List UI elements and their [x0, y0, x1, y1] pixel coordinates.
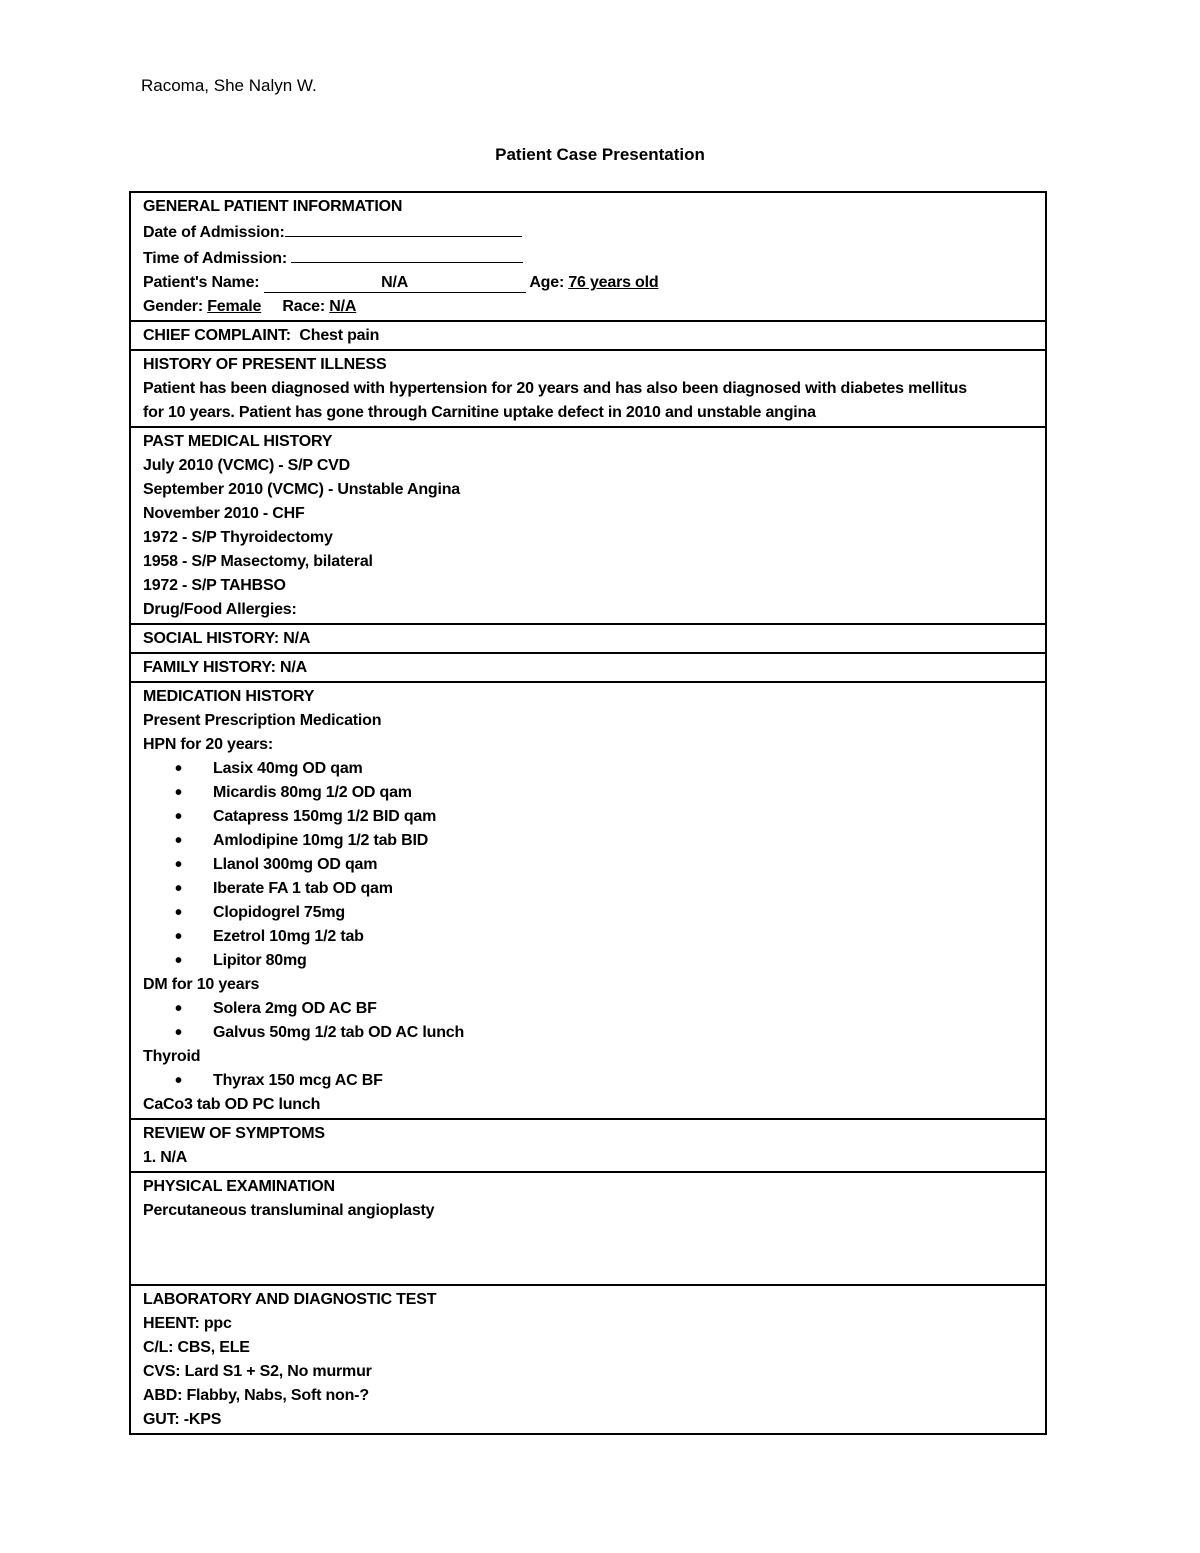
medication-list-item: • Amlodipine 10mg 1/2 tab BID: [143, 829, 1033, 853]
medication-heading: MEDICATION HISTORY: [143, 688, 315, 705]
dm-label: DM for 10 years: [143, 976, 260, 993]
chief-complaint-cell: [130, 321, 1046, 350]
document-title: Patient Case Presentation: [495, 145, 705, 164]
medication-history-cell: [130, 682, 1046, 1119]
pmh-item: September 2010 (VCMC) - Unstable Angina: [143, 481, 461, 498]
pmh-item: 1958 - S/P Masectomy, bilateral: [143, 553, 373, 570]
section-general-info: [130, 192, 1046, 321]
lab-item: ABD: Flabby, Nabs, Soft non-?: [143, 1387, 369, 1404]
pe-cell: [130, 1172, 1046, 1285]
case-presentation-table: [129, 191, 1047, 1435]
lab-item: CVS: Lard S1 + S2, No murmur: [143, 1363, 372, 1380]
pmh-item: November 2010 - CHF: [143, 505, 305, 522]
medication-list-item: • Lasix 40mg OD qam: [143, 757, 1033, 781]
general-info-cell: [130, 192, 1046, 321]
section-lab-diagnostic: [130, 1285, 1046, 1434]
medication-list-item: • Iberate FA 1 tab OD qam: [143, 877, 1033, 901]
medication-list-item: • Micardis 80mg 1/2 OD qam: [143, 781, 1033, 805]
section-medication-history: [130, 682, 1046, 1119]
thyroid-label: Thyroid: [143, 1048, 201, 1065]
patient-name-value[interactable]: N/A: [264, 274, 526, 293]
lab-heading: LABORATORY AND DIAGNOSTIC TEST: [143, 1291, 437, 1308]
gender-race-row: [143, 295, 1033, 319]
pmh-item: 1972 - S/P TAHBSO: [143, 577, 286, 594]
dm-medication-list: [143, 997, 1033, 1045]
time-of-admission-blank[interactable]: [291, 245, 523, 263]
hpi-heading: HISTORY OF PRESENT ILLNESS: [143, 356, 387, 373]
section-family-history: [130, 653, 1046, 682]
chief-complaint-label: CHIEF COMPLAINT:: [143, 327, 291, 344]
section-past-medical-history: [130, 427, 1046, 624]
general-info-heading: GENERAL PATIENT INFORMATION: [143, 198, 403, 215]
lab-item: HEENT: ppc: [143, 1315, 232, 1332]
hpi-cell: [130, 350, 1046, 427]
section-social-history: [130, 624, 1046, 653]
time-of-admission-label: Time of Admission:: [143, 250, 287, 267]
hpi-text-line-2: for 10 years. Patient has gone through Carnitine uptake defect in 2010 and unstable angina: [143, 404, 816, 421]
medication-list-item: • Solera 2mg OD AC BF: [143, 997, 1033, 1021]
pmh-item: July 2010 (VCMC) - S/P CVD: [143, 457, 351, 474]
hpn-label: HPN for 20 years:: [143, 736, 273, 753]
medication-list-item: • Clopidogrel 75mg: [143, 901, 1033, 925]
section-hpi: [130, 350, 1046, 427]
date-of-admission-blank[interactable]: [285, 219, 522, 237]
pmh-heading: PAST MEDICAL HISTORY: [143, 433, 333, 450]
lab-item: GUT: -KPS: [143, 1411, 222, 1428]
author-name: Racoma, She Nalyn W.: [141, 76, 317, 95]
medication-list-item: • Llanol 300mg OD qam: [143, 853, 1033, 877]
hpi-text-line-1: Patient has been diagnosed with hypertension for 20 years and has also been diagnosed with diabetes mellitus: [143, 380, 967, 397]
drug-food-allergies-label: Drug/Food Allergies:: [143, 601, 297, 618]
pe-heading: PHYSICAL EXAMINATION: [143, 1178, 335, 1195]
ros-cell: [130, 1119, 1046, 1172]
section-chief-complaint: [130, 321, 1046, 350]
medication-list-item: • Ezetrol 10mg 1/2 tab: [143, 925, 1033, 949]
medication-list-item: • Galvus 50mg 1/2 tab OD AC lunch: [143, 1021, 1033, 1045]
medication-list-item: • Lipitor 80mg: [143, 949, 1033, 973]
race-value: N/A: [329, 298, 357, 315]
gender-label: Gender:: [143, 298, 203, 315]
medication-subheading: Present Prescription Medication: [143, 712, 382, 729]
medication-list-item: • Catapress 150mg 1/2 BID qam: [143, 805, 1033, 829]
thyroid-medication-list: [143, 1069, 1033, 1093]
medication-list-item: • Thyrax 150 mcg AC BF: [143, 1069, 1033, 1093]
pmh-item: 1972 - S/P Thyroidectomy: [143, 529, 333, 546]
medication-extra: CaCo3 tab OD PC lunch: [143, 1096, 321, 1113]
pe-value: Percutaneous transluminal angioplasty: [143, 1202, 435, 1219]
section-review-of-symptoms: [130, 1119, 1046, 1172]
date-of-admission-row: [143, 219, 1033, 245]
patient-name-row: [143, 271, 1033, 295]
age-value: 76 years old: [568, 274, 659, 291]
time-of-admission-row: [143, 245, 1033, 271]
race-label: Race:: [282, 298, 325, 315]
patient-name-label: Patient's Name:: [143, 274, 260, 291]
social-history-cell: [130, 624, 1046, 653]
pmh-cell: [130, 427, 1046, 624]
chief-complaint-value: Chest pain: [299, 327, 380, 344]
section-physical-examination: [130, 1172, 1046, 1285]
social-history-text: SOCIAL HISTORY: N/A: [143, 630, 311, 647]
hpn-medication-list: [143, 757, 1033, 973]
lab-cell: [130, 1285, 1046, 1434]
age-label: Age:: [529, 274, 565, 291]
lab-item: C/L: CBS, ELE: [143, 1339, 250, 1356]
date-of-admission-label: Date of Admission:: [143, 224, 285, 241]
family-history-cell: [130, 653, 1046, 682]
family-history-text: FAMILY HISTORY: N/A: [143, 659, 307, 676]
gender-value: Female: [207, 298, 262, 315]
ros-heading: REVIEW OF SYMPTOMS: [143, 1125, 325, 1142]
ros-item: 1. N/A: [143, 1149, 188, 1166]
